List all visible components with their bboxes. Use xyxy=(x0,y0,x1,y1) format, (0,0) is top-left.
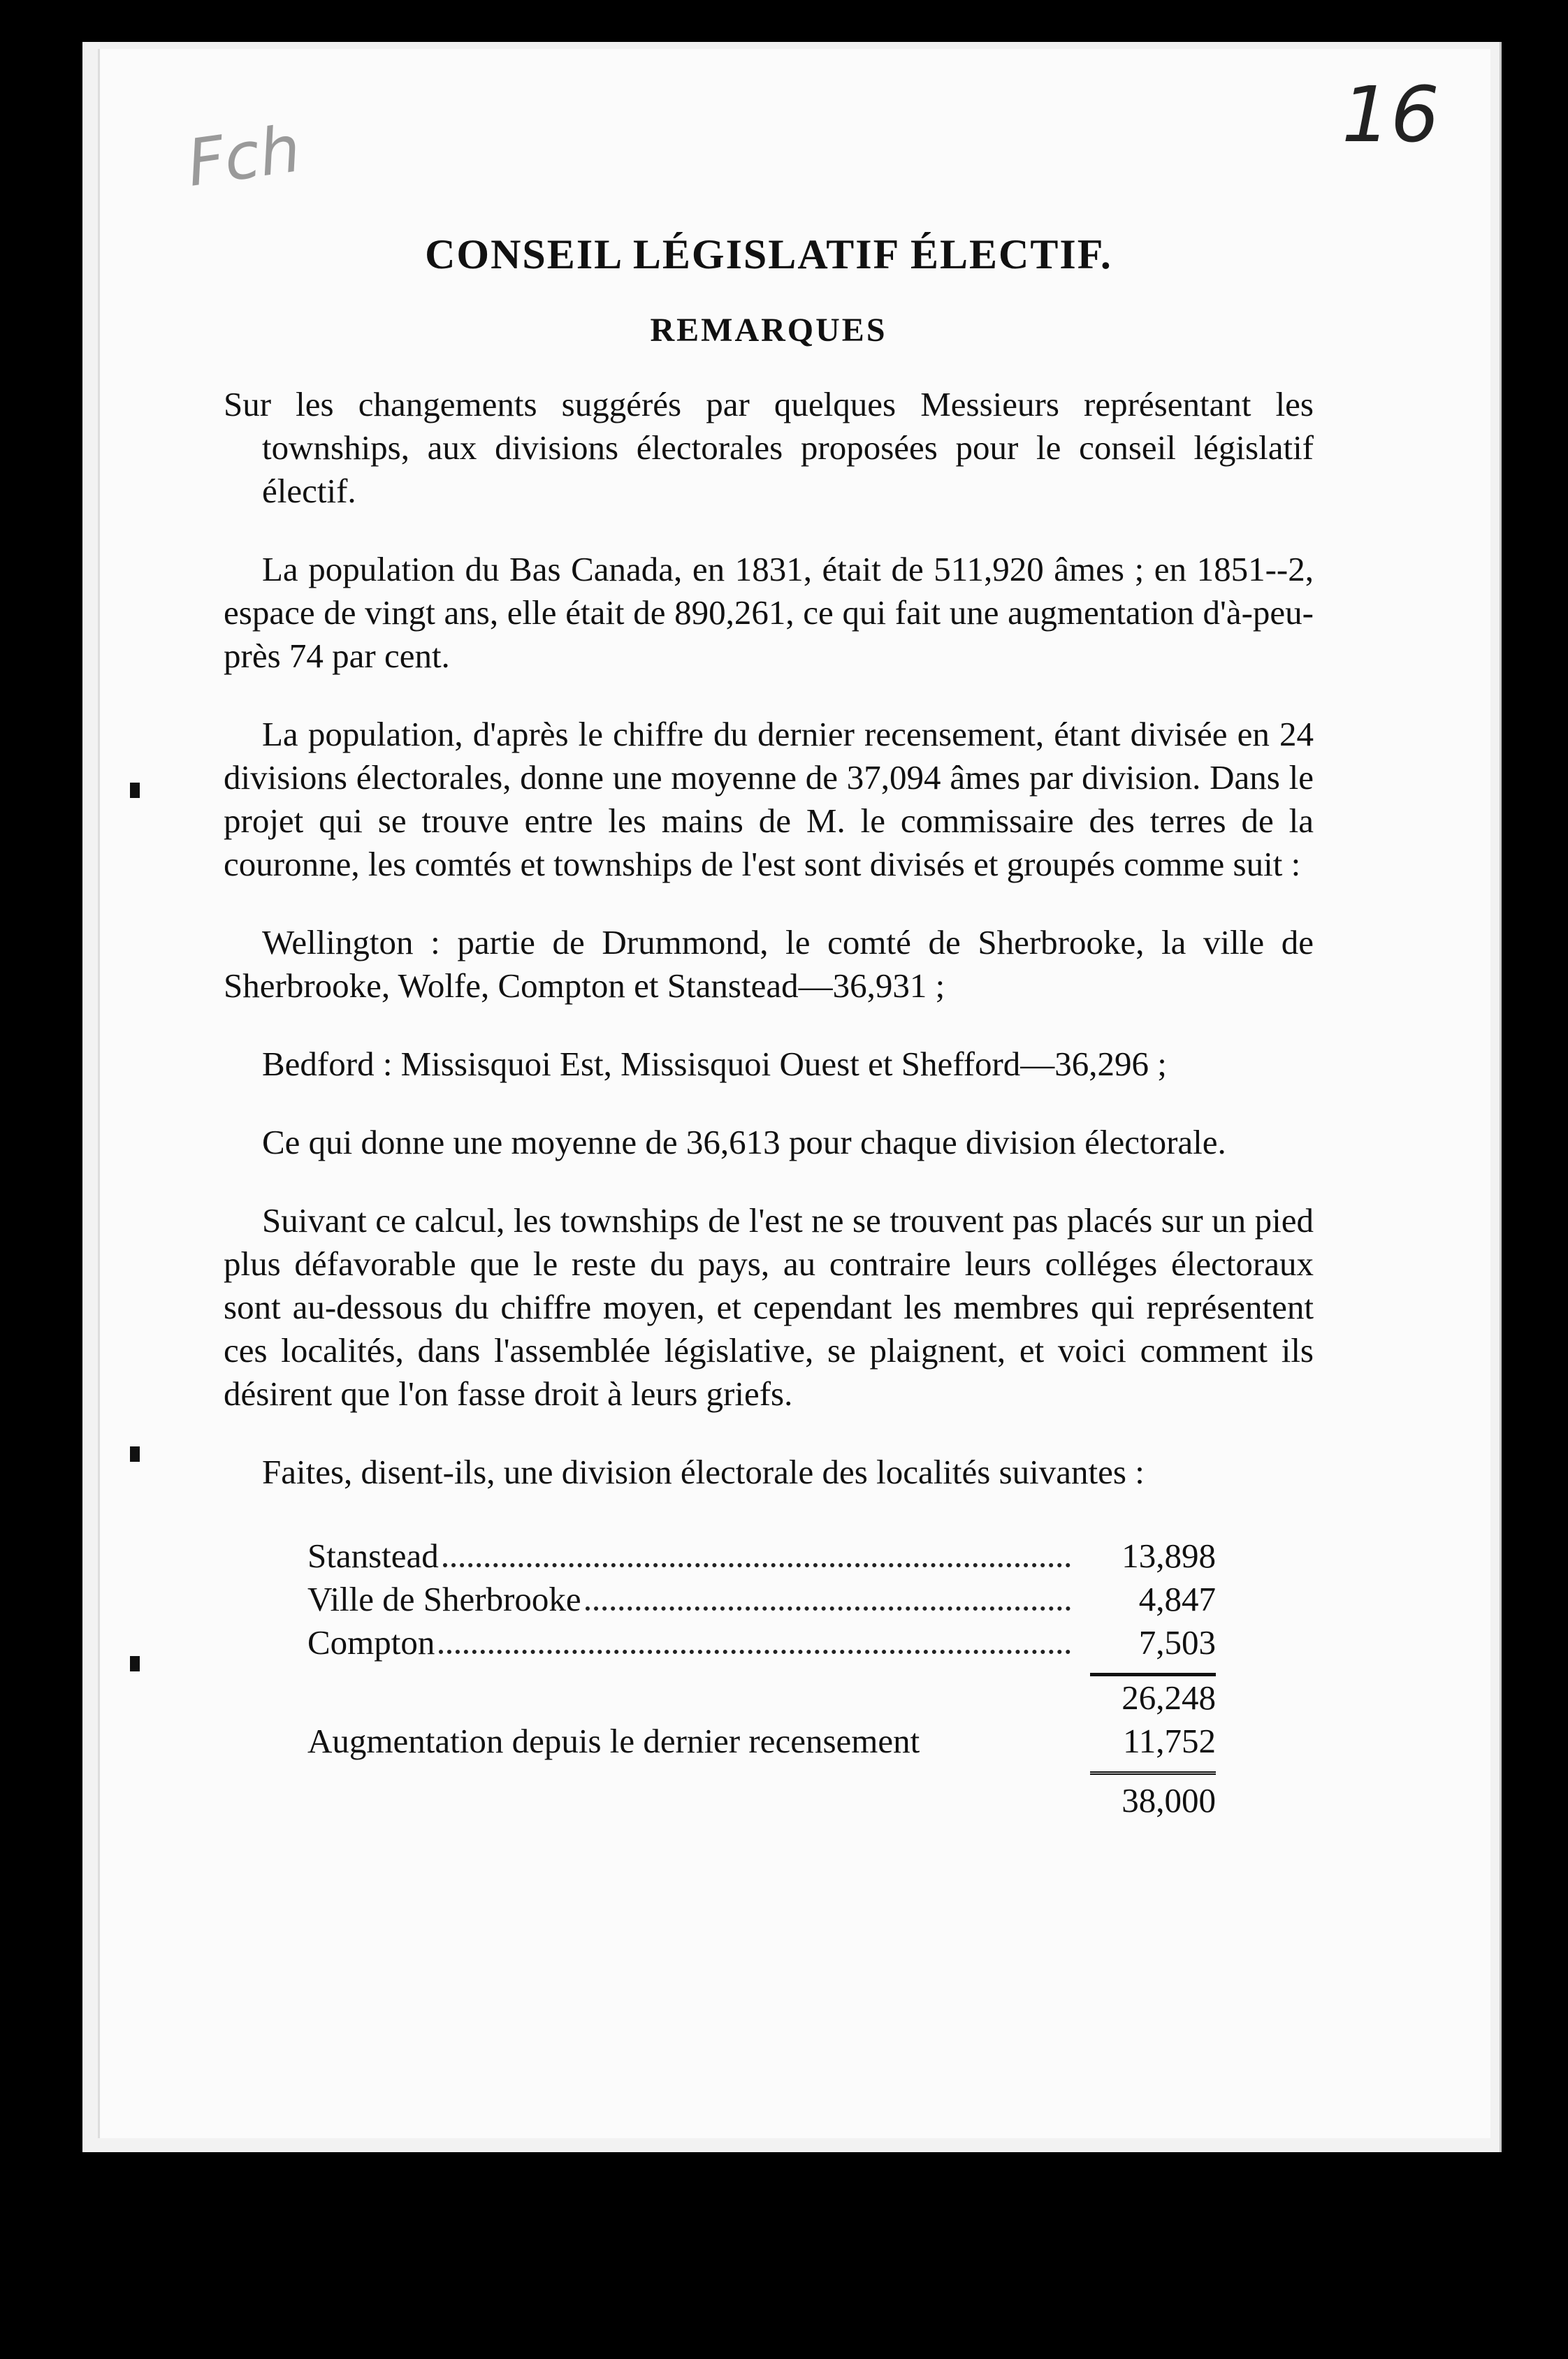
handwritten-note-top-left: Fch xyxy=(182,111,305,201)
tally-value: 7,503 xyxy=(1138,1623,1216,1662)
paragraph-wellington: Wellington : partie de Drummond, le comté de Sherbrooke, la ville de Sherbrooke, Wolfe, Compton et Stanstead—36,931 ; xyxy=(224,923,1314,1005)
total-rule xyxy=(1090,1771,1216,1779)
tally-label: Stanstead xyxy=(307,1537,439,1575)
table-rule xyxy=(307,1664,1216,1676)
leader-dots xyxy=(443,1563,1070,1567)
augmentation-label: Augmentation depuis le dernier recensement xyxy=(307,1722,920,1760)
intro-paragraph: Sur les changements suggérés par quelques Messieurs représentant les townships, aux divisions électorales proposées pour le conseil législatif électif. xyxy=(224,385,1314,510)
document-subtitle: REMARQUES xyxy=(650,312,887,349)
margin-mark xyxy=(130,783,140,798)
tally-value: 13,898 xyxy=(1121,1537,1216,1575)
document-title: CONSEIL LÉGISLATIF ÉLECTIF. xyxy=(425,231,1112,277)
tally-value: 4,847 xyxy=(1138,1580,1216,1618)
table-row xyxy=(307,1720,1216,1763)
handwritten-page-number: 16 xyxy=(1342,70,1439,159)
tally-label: Compton xyxy=(307,1623,435,1662)
paragraph-faites: Faites, disent-ils, une division électorale des localités suivantes : xyxy=(262,1453,1145,1491)
table-row xyxy=(307,1676,1216,1720)
augmentation-value: 11,752 xyxy=(1123,1722,1216,1760)
paragraph-moyenne: Ce qui donne une moyenne de 36,613 pour chaque division électorale. xyxy=(262,1123,1226,1161)
leader-dots xyxy=(439,1650,1070,1654)
table-rule xyxy=(307,1763,1216,1779)
table-row xyxy=(307,1779,1216,1822)
document-body xyxy=(224,231,1314,1822)
paragraph-bedford: Bedford : Missisquoi Est, Missisquoi Ouest et Shefford—36,296 ; xyxy=(262,1045,1167,1083)
leader-dots xyxy=(586,1606,1070,1611)
tally-total: 38,000 xyxy=(1121,1781,1216,1820)
population-tally-table xyxy=(307,1534,1216,1822)
paragraph-population: La population du Bas Canada, en 1831, était de 511,920 âmes ; en 1851--2, espace de vingt ans, elle était de 890,261, ce qui fait une augmentation d'à-peu-près 74 par cent. xyxy=(224,550,1314,675)
margin-mark xyxy=(130,1656,140,1671)
paragraph-calcul: Suivant ce calcul, les townships de l'est ne se trouvent pas placés sur un pied plus défavorable que le reste du pays, au contraire leurs colléges électoraux sont au-dessous du chiffre moyen, et cependant les membres qui représentent ces localités, dans l'assemblée législative, se plaignent, et voici comment ils désirent que l'on fasse droit à leurs griefs. xyxy=(224,1201,1314,1413)
paragraph-divisions: La population, d'après le chiffre du dernier recensement, étant divisée en 24 divisions électorales, donne une moyenne de 37,094 âmes par division. Dans le projet qui se trouve entre les mains de M. le commissaire des terres de la couronne, les comtés et townships de l'est sont divisés et groupés comme suit : xyxy=(224,715,1314,883)
tally-subtotal: 26,248 xyxy=(1121,1678,1216,1717)
tally-label: Ville de Sherbrooke xyxy=(307,1580,581,1618)
table-row xyxy=(307,1534,1216,1578)
table-row xyxy=(307,1578,1216,1621)
margin-mark xyxy=(130,1446,140,1462)
table-row xyxy=(307,1621,1216,1664)
